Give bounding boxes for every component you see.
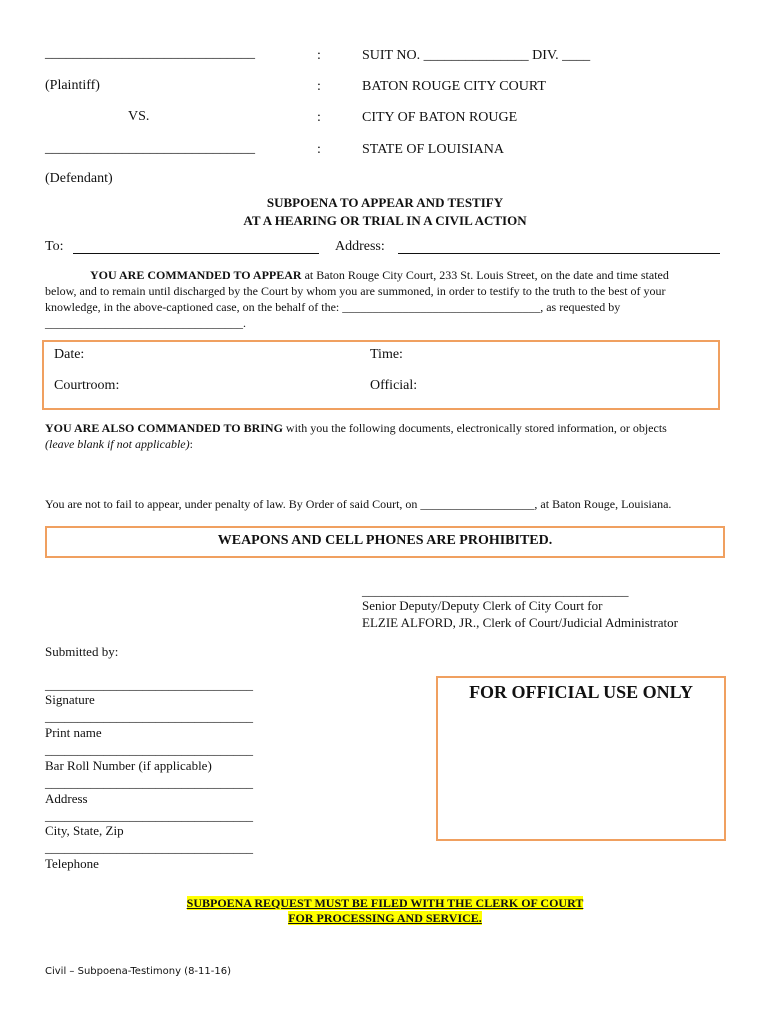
filing-notice-text1: SUBPOENA REQUEST MUST BE FILED WITH THE CLERK OF COURT <box>186 896 584 910</box>
city-name: CITY OF BATON ROUGE <box>362 110 518 125</box>
versus-label: VS. <box>128 109 150 124</box>
caption-colon: : <box>317 79 321 94</box>
print-name-label: Print name <box>45 725 102 740</box>
telephone-label: Telephone <box>45 856 99 871</box>
telephone-blank[interactable]: ________________________________ <box>45 840 253 855</box>
commanded-line4[interactable]: _________________________________. <box>45 316 246 330</box>
city-state-zip-blank[interactable]: ________________________________ <box>45 808 253 823</box>
address-label: Address: <box>335 239 385 254</box>
bring-colon: : <box>189 437 193 451</box>
state-name: STATE OF LOUISIANA <box>362 142 504 157</box>
plaintiff-name-blank[interactable]: ______________________________ <box>45 46 255 61</box>
caption-colon: : <box>317 48 321 63</box>
print-name-blank[interactable]: ________________________________ <box>45 709 253 724</box>
date-label[interactable]: Date: <box>54 347 85 362</box>
suit-number-field[interactable]: SUIT NO. _______________ DIV. ____ <box>362 48 591 63</box>
clerk-title-line1: Senior Deputy/Deputy Clerk of City Court for <box>362 598 603 613</box>
to-name-field[interactable] <box>73 253 319 254</box>
bring-lead: YOU ARE ALSO COMMANDED TO BRING <box>45 421 283 435</box>
bar-roll-blank[interactable]: ________________________________ <box>45 742 253 757</box>
weapons-notice: WEAPONS AND CELL PHONES ARE PROHIBITED. <box>217 533 553 548</box>
commanded-line2: below, and to remain until discharged by the Court by whom you are summoned, in order to testify to the truth to the best of your <box>45 284 666 298</box>
order-statement[interactable]: You are not to fail to appear, under penalty of law. By Order of said Court, on ___________________, at Baton Rouge, Louisiana. <box>45 497 672 511</box>
defendant-label: (Defendant) <box>45 171 113 186</box>
bring-line1: with you the following documents, electronically stored information, or objects <box>282 421 667 435</box>
defendant-name-blank[interactable]: ______________________________ <box>45 141 255 156</box>
plaintiff-label: (Plaintiff) <box>45 78 100 93</box>
caption-colon: : <box>317 110 321 125</box>
signature-label: Signature <box>45 692 95 707</box>
courtroom-label[interactable]: Courtroom: <box>54 378 120 393</box>
filing-notice-text2: FOR PROCESSING AND SERVICE. <box>288 911 482 925</box>
bring-note: (leave blank if not applicable) <box>45 437 190 451</box>
submitter-address-label: Address <box>45 791 88 806</box>
address-blank[interactable]: ________________________________ <box>45 775 253 790</box>
time-label[interactable]: Time: <box>370 347 403 362</box>
form-footer: Civil – Subpoena-Testimony (8-11-16) <box>45 966 231 977</box>
to-address-field[interactable] <box>398 253 720 254</box>
city-state-zip-label: City, State, Zip <box>45 823 124 838</box>
official-label[interactable]: Official: <box>370 378 418 393</box>
bar-roll-label: Bar Roll Number (if applicable) <box>45 758 212 773</box>
commanded-line1: at Baton Rouge City Court, 233 St. Louis Street, on the date and time stated <box>301 268 669 282</box>
clerk-title-line2: ELZIE ALFORD, JR., Clerk of Court/Judicial Administrator <box>362 615 678 630</box>
commanded-line3[interactable]: knowledge, in the above-captioned case, on the behalf of the: _________________________________, as requested by <box>45 300 621 314</box>
commanded-lead: YOU ARE COMMANDED TO APPEAR <box>90 268 302 282</box>
submitted-by-label: Submitted by: <box>45 644 119 659</box>
bring-paragraph <box>45 420 725 452</box>
document-title-line1: SUBPOENA TO APPEAR AND TESTIFY <box>266 195 504 210</box>
filing-notice-line1 <box>0 896 770 911</box>
caption-colon: : <box>317 142 321 157</box>
signature-blank[interactable]: ________________________________ <box>45 677 253 692</box>
commanded-paragraph <box>45 267 725 331</box>
court-name: BATON ROUGE CITY COURT <box>362 79 546 94</box>
clerk-signature-line[interactable]: _________________________________________ <box>362 583 629 598</box>
to-label: To: <box>45 239 64 254</box>
official-use-heading: FOR OFFICIAL USE ONLY <box>469 682 693 702</box>
filing-notice-line2 <box>0 911 770 926</box>
document-title-line2: AT A HEARING OR TRIAL IN A CIVIL ACTION <box>243 213 527 228</box>
